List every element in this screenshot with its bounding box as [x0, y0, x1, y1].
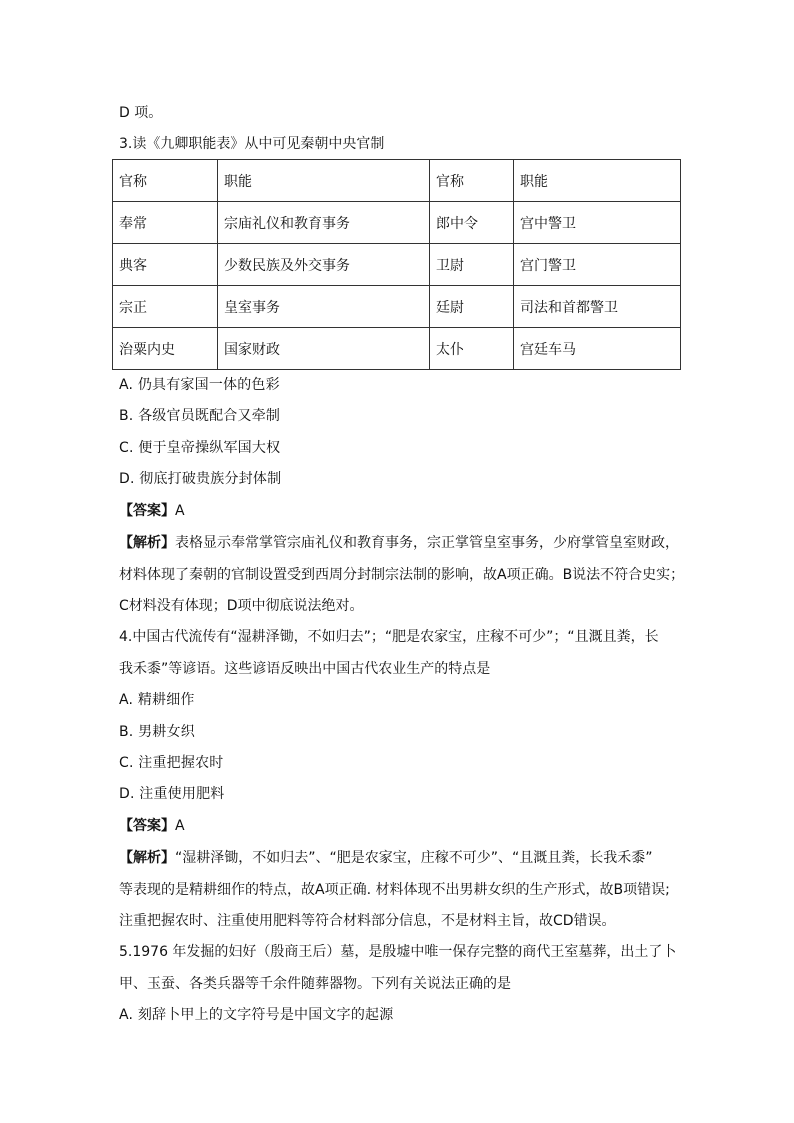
table-cell: 治粟内史 [113, 328, 218, 370]
analysis-line [119, 533, 679, 553]
answer-value: A [175, 818, 185, 834]
analysis-text: 等表现的是精耕细作的特点，故A项正确. 材料体现不出男耕女织的生产形式，故B项错误; [119, 882, 670, 898]
option-d: D. 彻底打破贵族分封体制 [119, 471, 282, 487]
answer-line [119, 501, 185, 521]
table-header: 职能 [218, 160, 430, 202]
question-5-stem: 5.1976 年发掘的妇好（殷商王后）墓，是殷墟中唯一保存完整的商代王室墓葬，出土了卜 [119, 944, 677, 960]
analysis-label: 【解析】 [119, 850, 175, 866]
question-4-stem: 我禾黍”等谚语。这些谚语反映出中国古代农业生产的特点是 [119, 661, 491, 677]
table-row [113, 202, 681, 244]
text-line: D 项。 [119, 105, 163, 121]
analysis-text: “湿耕泽锄，不如归去”、“肥是农家宝，庄稼不可少”、“且溉且粪，长我禾黍” [175, 850, 653, 866]
table-header: 官称 [430, 160, 514, 202]
table-cell: 卫尉 [430, 244, 514, 286]
table-cell: 少数民族及外交事务 [218, 244, 430, 286]
option-c: C. 便于皇帝操纵军国大权 [119, 440, 281, 456]
table-cell: 太仆 [430, 328, 514, 370]
analysis-text: 表格显示奉常掌管宗庙礼仪和教育事务，宗正掌管皇室事务，少府掌管皇室财政， [175, 535, 679, 551]
table-cell: 司法和首都警卫 [514, 286, 681, 328]
analysis-text: 注重把握农时、注重使用肥料等符合材料部分信息，不是材料主旨，故CD错误。 [119, 913, 616, 929]
question-4-stem: 4.中国古代流传有“湿耕泽锄，不如归去”；“肥是农家宝，庄稼不可少”；“且溉且粪，长 [119, 629, 659, 645]
answer-label: 【答案】 [119, 503, 175, 519]
table-header: 职能 [514, 160, 681, 202]
table-row [113, 328, 681, 370]
answer-line [119, 816, 185, 836]
table-row [113, 244, 681, 286]
table-cell: 廷尉 [430, 286, 514, 328]
table-row [113, 286, 681, 328]
table-cell: 宫中警卫 [514, 202, 681, 244]
table-header: 官称 [113, 160, 218, 202]
table-cell: 国家财政 [218, 328, 430, 370]
table-header-row [113, 160, 681, 202]
table-cell: 典客 [113, 244, 218, 286]
table-cell: 宫廷车马 [514, 328, 681, 370]
question-3-stem: 3.读《九卿职能表》从中可见秦朝中央官制 [119, 136, 385, 152]
table-cell: 宗庙礼仪和教育事务 [218, 202, 430, 244]
option-b: B. 各级官员既配合又牵制 [119, 408, 281, 424]
analysis-label: 【解析】 [119, 535, 175, 551]
answer-value: A [175, 503, 185, 519]
table-cell: 宫门警卫 [514, 244, 681, 286]
question-5-stem: 甲、玉蚕、各类兵器等千余件随葬器物。下列有关说法正确的是 [119, 976, 511, 992]
table-cell: 宗正 [113, 286, 218, 328]
table-cell: 郎中令 [430, 202, 514, 244]
officials-table [112, 159, 681, 370]
table-cell: 皇室事务 [218, 286, 430, 328]
option-d: D. 注重使用肥料 [119, 786, 225, 802]
option-c: C. 注重把握农时 [119, 755, 224, 771]
answer-label: 【答案】 [119, 818, 175, 834]
option-a: A. 精耕细作 [119, 692, 195, 708]
analysis-text: 材料体现了秦朝的官制设置受到西周分封制宗法制的影响，故A项正确。B说法不符合史实； [119, 567, 685, 583]
option-a: A. 刻辞卜甲上的文字符号是中国文字的起源 [119, 1007, 394, 1023]
option-a: A. 仍具有家国一体的色彩 [119, 377, 280, 393]
table-cell: 奉常 [113, 202, 218, 244]
option-b: B. 男耕女织 [119, 724, 195, 740]
analysis-line [119, 848, 653, 868]
analysis-text: C材料没有体现；D项中彻底说法绝对。 [119, 598, 364, 614]
